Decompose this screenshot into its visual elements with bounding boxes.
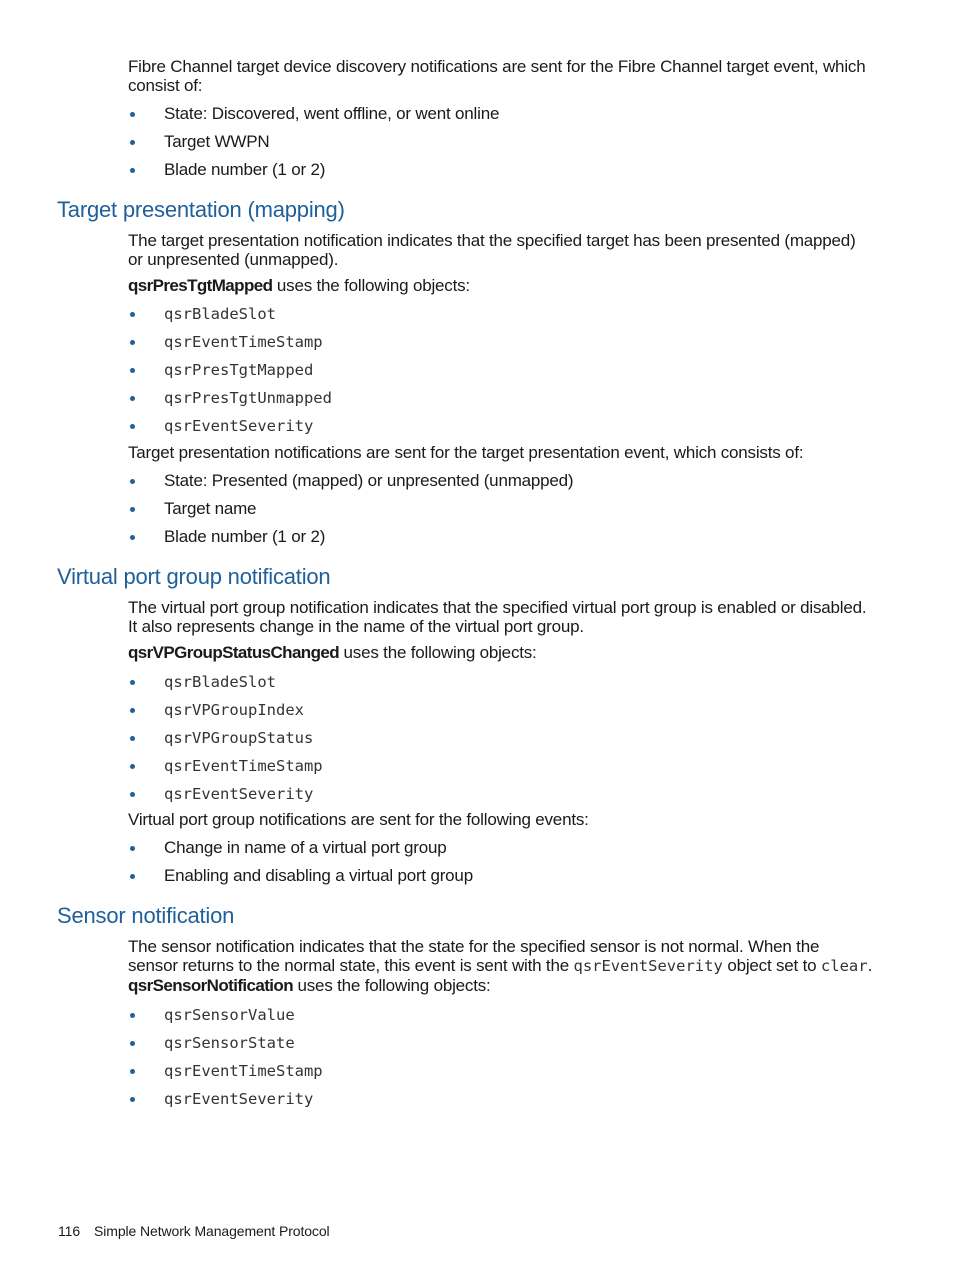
trap-name: qsrSensorNotification bbox=[128, 976, 293, 995]
heading-virtual-port-group: Virtual port group notification bbox=[57, 564, 331, 589]
list-item: qsrVPGroupStatus bbox=[128, 724, 868, 752]
list-item: qsrSensorState bbox=[128, 1029, 868, 1057]
page-number: 116 bbox=[58, 1223, 81, 1239]
mapping-object-list bbox=[128, 300, 868, 440]
trap-suffix: uses the following objects: bbox=[272, 276, 470, 295]
list-item: Blade number (1 or 2) bbox=[128, 156, 868, 184]
list-item: qsrVPGroupIndex bbox=[128, 696, 868, 724]
vpgroup-description: The virtual port group notification indicates that the specified virtual port group is enabled or disabled. It also represents change in the name of the virtual port group. bbox=[128, 598, 867, 636]
code-clear: clear bbox=[820, 957, 868, 975]
list-item: State: Presented (mapped) or unpresented (unmapped) bbox=[128, 467, 868, 495]
sensor-text-3: . bbox=[867, 956, 873, 975]
code-severity: qsrEventSeverity bbox=[573, 957, 723, 975]
chapter-title: Simple Network Management Protocol bbox=[94, 1223, 330, 1239]
trap-suffix: uses the following objects: bbox=[292, 976, 491, 995]
list-item: Enabling and disabling a virtual port group bbox=[128, 862, 868, 890]
trap-suffix: uses the following objects: bbox=[339, 643, 537, 662]
heading-target-presentation: Target presentation (mapping) bbox=[57, 197, 345, 222]
list-item: Target WWPN bbox=[128, 128, 868, 156]
list-item: qsrEventSeverity bbox=[128, 780, 868, 808]
mapping-trap-line bbox=[128, 276, 873, 295]
sensor-text-2: object set to bbox=[722, 956, 821, 975]
sensor-description bbox=[128, 937, 873, 995]
mapping-event-list bbox=[128, 467, 868, 551]
sensor-text-1: The sensor notification indicates that the state for the specified sensor is not normal. When the sensor returns to the normal state, this event is sent with the bbox=[128, 937, 820, 975]
sensor-object-list bbox=[128, 1001, 868, 1113]
page-footer bbox=[58, 1222, 330, 1240]
list-item: qsrPresTgtUnmapped bbox=[128, 384, 868, 412]
list-item: qsrEventTimeStamp bbox=[128, 328, 868, 356]
vpgroup-object-list bbox=[128, 668, 868, 808]
list-item: qsrEventSeverity bbox=[128, 412, 868, 440]
list-item: State: Discovered, went offline, or went online bbox=[128, 100, 868, 128]
list-item: qsrEventTimeStamp bbox=[128, 752, 868, 780]
trap-name: qsrPresTgtMapped bbox=[128, 276, 273, 295]
heading-sensor-notification: Sensor notification bbox=[57, 903, 235, 928]
list-item: qsrSensorValue bbox=[128, 1001, 868, 1029]
list-item: qsrPresTgtMapped bbox=[128, 356, 868, 384]
list-item: qsrBladeSlot bbox=[128, 668, 868, 696]
list-item: qsrEventTimeStamp bbox=[128, 1057, 868, 1085]
intro-paragraph: Fibre Channel target device discovery notifications are sent for the Fibre Channel target event, which consist of: bbox=[128, 57, 866, 95]
mapping-description: The target presentation notification indicates that the specified target has been presented (mapped) or unpresented (unmapped). bbox=[128, 231, 856, 269]
list-item: Target name bbox=[128, 495, 868, 523]
intro-bullet-list bbox=[128, 100, 868, 184]
list-item: qsrBladeSlot bbox=[128, 300, 868, 328]
trap-name: qsrVPGroupStatusChanged bbox=[128, 643, 340, 662]
vpgroup-event-list bbox=[128, 834, 868, 890]
list-item: Blade number (1 or 2) bbox=[128, 523, 868, 551]
vpgroup-trap-line bbox=[128, 643, 873, 662]
list-item: Change in name of a virtual port group bbox=[128, 834, 868, 862]
list-item: qsrEventSeverity bbox=[128, 1085, 868, 1113]
vpgroup-events-intro: Virtual port group notifications are sent for the following events: bbox=[128, 810, 589, 829]
mapping-events-intro: Target presentation notifications are sent for the target presentation event, which consists of: bbox=[128, 443, 804, 462]
